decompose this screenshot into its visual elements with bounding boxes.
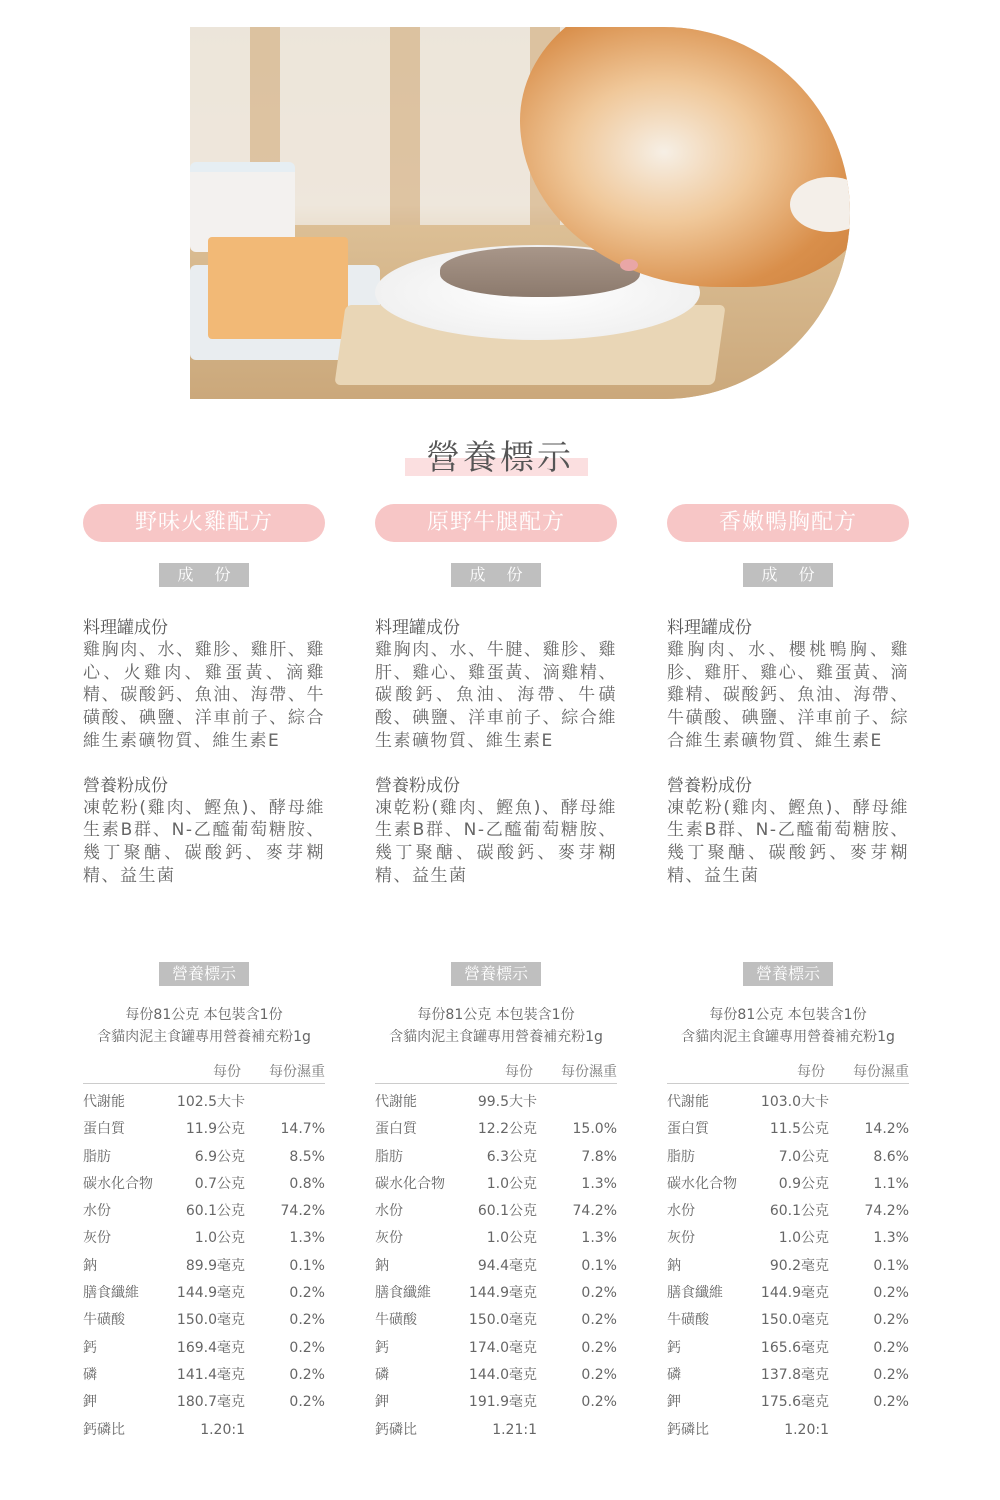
nutrient-percent: 15.0%	[572, 1121, 617, 1138]
nutrient-value: 144.0毫克	[468, 1366, 537, 1383]
nutrient-name: 水份	[83, 1203, 111, 1220]
nutrient-value: 150.0毫克	[176, 1312, 245, 1329]
nutrient-value: 12.2公克	[477, 1121, 537, 1138]
nutrient-percent: 14.2%	[864, 1121, 909, 1138]
nutrition-row	[83, 1147, 325, 1174]
nutrient-value: 6.9公克	[194, 1148, 245, 1165]
nutrition-row	[667, 1392, 909, 1419]
page-title: 營養標示	[426, 438, 574, 478]
col-per-serving: 每份	[797, 1064, 825, 1080]
nutrition-row	[667, 1174, 909, 1201]
nutrient-percent: 0.2%	[581, 1394, 617, 1411]
nutrient-value: 169.4毫克	[176, 1339, 245, 1356]
nutrient-percent: 1.3%	[581, 1175, 617, 1192]
nutrient-percent: 8.6%	[873, 1148, 909, 1165]
nutrition-table-header	[375, 1061, 617, 1084]
nutrient-name: 磷	[375, 1366, 389, 1383]
nutrient-value: 90.2毫克	[769, 1257, 829, 1274]
serving-line-1: 每份81公克 本包裝含1份	[417, 1007, 575, 1023]
nutrition-row	[375, 1228, 617, 1255]
nutrient-value: 1.20:1	[200, 1421, 245, 1438]
nutrition-row	[375, 1174, 617, 1201]
nutrient-name: 鈣	[83, 1339, 97, 1356]
nutrition-row	[83, 1365, 325, 1392]
serving-line-2: 含貓肉泥主食罐專用營養補充粉1g	[681, 1029, 895, 1045]
nutrient-value: 191.9毫克	[468, 1394, 537, 1411]
nutrient-value: 89.9毫克	[185, 1257, 245, 1274]
nutrition-row	[375, 1420, 617, 1447]
nutrition-tag-wrap	[667, 962, 909, 986]
nutrient-percent: 0.1%	[873, 1257, 909, 1274]
recipe-name-pill: 香嫩鴨胸配方	[667, 504, 909, 542]
nutrient-value: 1.0公克	[486, 1230, 537, 1247]
nutrition-row	[667, 1228, 909, 1255]
nutrient-percent: 0.2%	[873, 1366, 909, 1383]
nutrient-value: 0.7公克	[194, 1175, 245, 1192]
nutrition-row	[375, 1310, 617, 1337]
nutrient-value: 11.9公克	[185, 1121, 245, 1138]
nutrient-value: 1.20:1	[784, 1421, 829, 1438]
nutrition-tag: 營養標示	[743, 962, 833, 986]
nutrient-name: 牛磺酸	[83, 1312, 125, 1329]
serving-line-2: 含貓肉泥主食罐專用營養補充粉1g	[389, 1029, 603, 1045]
nutrition-row	[375, 1119, 617, 1146]
nutrition-row	[667, 1201, 909, 1228]
recipe-column-duck	[667, 504, 909, 1438]
can-ingredients-text: 雞胸肉、水、牛腱、雞胗、雞肝、雞心、雞蛋黃、滴雞精、碳酸鈣、魚油、海帶、牛磺酸、碘鹽、洋車前子、綜合維生素礦物質、維生素E	[375, 640, 617, 751]
nutrient-value: 144.9毫克	[176, 1285, 245, 1302]
nutrient-name: 代謝能	[667, 1094, 709, 1110]
nutrient-name: 灰份	[375, 1230, 403, 1247]
nutrient-name: 脂肪	[667, 1148, 695, 1165]
nutrient-percent: 1.3%	[289, 1230, 325, 1247]
nutrient-value: 175.6毫克	[760, 1394, 829, 1411]
recipe-column-beef	[375, 504, 617, 1438]
serving-line-1: 每份81公克 本包裝含1份	[125, 1007, 283, 1023]
nutrient-percent: 0.2%	[581, 1339, 617, 1356]
nutrient-value: 11.5公克	[769, 1121, 829, 1138]
nutrient-name: 磷	[83, 1366, 97, 1383]
nutrient-name: 鈣	[667, 1339, 681, 1356]
nutrient-value: 144.9毫克	[760, 1285, 829, 1302]
nutrient-percent: 0.2%	[873, 1394, 909, 1411]
hero-cat-nose	[620, 259, 638, 271]
nutrient-value: 60.1公克	[185, 1203, 245, 1220]
powder-ingredients-title: 營養粉成份	[375, 775, 460, 796]
nutrient-percent: 0.2%	[873, 1339, 909, 1356]
nutrient-value: 94.4毫克	[477, 1257, 537, 1274]
nutrition-tag: 營養標示	[451, 962, 541, 986]
nutrition-row	[83, 1420, 325, 1447]
nutrient-percent: 0.8%	[289, 1175, 325, 1192]
recipe-column-turkey	[83, 504, 325, 1438]
nutrient-name: 鈉	[83, 1257, 97, 1274]
nutrition-row	[83, 1119, 325, 1146]
nutrient-name: 脂肪	[375, 1148, 403, 1165]
nutrient-value: 165.6毫克	[760, 1339, 829, 1356]
nutrient-value: 6.3公克	[486, 1148, 537, 1165]
nutrient-value: 99.5大卡	[477, 1094, 537, 1110]
nutrient-value: 1.0公克	[778, 1230, 829, 1247]
nutrition-row	[375, 1365, 617, 1392]
nutrient-percent: 1.1%	[873, 1175, 909, 1192]
nutrient-percent: 74.2%	[572, 1203, 617, 1220]
nutrient-value: 150.0毫克	[760, 1312, 829, 1329]
nutrient-value: 60.1公克	[477, 1203, 537, 1220]
can-ingredients-title: 料理罐成份	[83, 618, 168, 638]
nutrient-percent: 74.2%	[864, 1203, 909, 1220]
nutrient-name: 蛋白質	[667, 1121, 709, 1138]
nutrition-row	[375, 1338, 617, 1365]
nutrient-value: 1.0公克	[486, 1175, 537, 1192]
nutrient-percent: 0.2%	[581, 1312, 617, 1329]
nutrient-percent: 74.2%	[280, 1203, 325, 1220]
nutrient-percent: 1.3%	[873, 1230, 909, 1247]
nutrient-percent: 0.2%	[289, 1366, 325, 1383]
nutrition-table-header	[83, 1061, 325, 1084]
nutrient-value: 103.0大卡	[760, 1094, 829, 1110]
col-dry-weight: 每份濕重	[561, 1064, 617, 1080]
col-dry-weight: 每份濕重	[269, 1064, 325, 1080]
nutrition-row	[83, 1283, 325, 1310]
nutrient-name: 灰份	[667, 1230, 695, 1247]
ingredients-tag: 成 份	[743, 563, 833, 587]
nutrition-row	[83, 1174, 325, 1201]
nutrition-row	[83, 1338, 325, 1365]
nutrition-row	[83, 1201, 325, 1228]
serving-info	[375, 1004, 617, 1048]
nutrient-name: 碳水化合物	[375, 1175, 445, 1192]
nutrient-name: 代謝能	[375, 1094, 417, 1110]
nutrient-name: 鉀	[375, 1394, 389, 1411]
nutrition-row	[375, 1201, 617, 1228]
nutrient-value: 174.0毫克	[468, 1339, 537, 1356]
nutrient-name: 鈉	[667, 1257, 681, 1274]
nutrient-percent: 0.2%	[289, 1339, 325, 1356]
nutrient-percent: 0.2%	[289, 1285, 325, 1302]
nutrient-value: 1.0公克	[194, 1230, 245, 1247]
ingredients-tag: 成 份	[451, 563, 541, 587]
nutrient-percent: 0.1%	[581, 1257, 617, 1274]
nutrition-row	[667, 1338, 909, 1365]
nutrition-row	[667, 1420, 909, 1447]
nutrient-name: 蛋白質	[83, 1121, 125, 1138]
nutrition-row	[375, 1092, 617, 1119]
nutrition-tag-wrap	[83, 962, 325, 986]
nutrition-row	[667, 1119, 909, 1146]
nutrient-value: 150.0毫克	[468, 1312, 537, 1329]
nutrient-percent: 0.2%	[581, 1366, 617, 1383]
nutrient-name: 鉀	[83, 1394, 97, 1411]
nutrition-table-header	[667, 1061, 909, 1084]
nutrient-percent: 0.2%	[873, 1312, 909, 1329]
nutrient-value: 1.21:1	[492, 1421, 537, 1438]
serving-info	[83, 1004, 325, 1048]
nutrient-name: 鈣磷比	[83, 1421, 125, 1438]
nutrient-percent: 0.2%	[581, 1285, 617, 1302]
nutrient-name: 代謝能	[83, 1094, 125, 1110]
nutrition-tag: 營養標示	[159, 962, 249, 986]
nutrition-row	[667, 1092, 909, 1119]
nutrition-row	[83, 1392, 325, 1419]
nutrient-percent: 0.2%	[289, 1312, 325, 1329]
can-ingredients-text: 雞胸肉、水、雞胗、雞肝、雞心、火雞肉、雞蛋黃、滴雞精、碳酸鈣、魚油、海帶、牛磺酸、碘鹽、洋車前子、綜合維生素礦物質、維生素E	[83, 640, 325, 751]
nutrient-name: 牛磺酸	[667, 1312, 709, 1329]
nutrition-row	[83, 1092, 325, 1119]
powder-ingredients-text: 凍乾粉(雞肉、鰹魚)、酵母維生素B群、N-乙醯葡萄糖胺、幾丁聚醣、碳酸鈣、麥芽糊精、益生菌	[375, 797, 617, 886]
nutrition-row	[375, 1283, 617, 1310]
nutrient-name: 鈣磷比	[667, 1421, 709, 1438]
can-ingredients-title: 料理罐成份	[667, 618, 752, 638]
nutrient-percent: 0.2%	[873, 1285, 909, 1302]
col-per-serving: 每份	[213, 1064, 241, 1080]
nutrition-tag-wrap	[375, 962, 617, 986]
serving-info	[667, 1004, 909, 1048]
nutrient-percent: 14.7%	[280, 1121, 325, 1138]
nutrient-value: 144.9毫克	[468, 1285, 537, 1302]
nutrient-name: 鈣	[375, 1339, 389, 1356]
nutrition-row	[667, 1365, 909, 1392]
col-dry-weight: 每份濕重	[853, 1064, 909, 1080]
nutrition-row	[667, 1147, 909, 1174]
nutrient-value: 137.8毫克	[760, 1366, 829, 1383]
nutrition-row	[375, 1392, 617, 1419]
nutrient-value: 141.4毫克	[176, 1366, 245, 1383]
nutrition-table	[375, 1092, 617, 1447]
nutrient-percent: 1.3%	[581, 1230, 617, 1247]
nutrient-name: 水份	[375, 1203, 403, 1220]
nutrient-name: 脂肪	[83, 1148, 111, 1165]
nutrition-row	[375, 1256, 617, 1283]
nutrient-name: 蛋白質	[375, 1121, 417, 1138]
nutrition-row	[667, 1283, 909, 1310]
nutrient-value: 0.9公克	[778, 1175, 829, 1192]
nutrient-name: 碳水化合物	[667, 1175, 737, 1192]
nutrition-row	[83, 1256, 325, 1283]
nutrition-row	[667, 1310, 909, 1337]
powder-ingredients-text: 凍乾粉(雞肉、鰹魚)、酵母維生素B群、N-乙醯葡萄糖胺、幾丁聚醣、碳酸鈣、麥芽糊精、益生菌	[667, 797, 909, 886]
nutrient-name: 鈣磷比	[375, 1421, 417, 1438]
col-per-serving: 每份	[505, 1064, 533, 1080]
can-ingredients-title: 料理罐成份	[375, 618, 460, 638]
nutrient-name: 灰份	[83, 1230, 111, 1247]
nutrient-percent: 8.5%	[289, 1148, 325, 1165]
can-ingredients-text: 雞胸肉、水、櫻桃鴨胸、雞胗、雞肝、雞心、雞蛋黃、滴雞精、碳酸鈣、魚油、海帶、牛磺酸、碘鹽、洋車前子、綜合維生素礦物質、維生素E	[667, 640, 909, 751]
nutrition-table	[667, 1092, 909, 1447]
hero-photo	[190, 27, 850, 399]
nutrient-name: 鈉	[375, 1257, 389, 1274]
ingredients-tag: 成 份	[159, 563, 249, 587]
nutrient-value: 180.7毫克	[176, 1394, 245, 1411]
nutrient-name: 牛磺酸	[375, 1312, 417, 1329]
nutrient-percent: 0.1%	[289, 1257, 325, 1274]
recipe-name-pill: 原野牛腿配方	[375, 504, 617, 542]
nutrient-percent: 0.2%	[289, 1394, 325, 1411]
hero-supplement-pouch	[208, 237, 348, 339]
nutrient-name: 碳水化合物	[83, 1175, 153, 1192]
nutrition-row	[83, 1228, 325, 1255]
powder-ingredients-title: 營養粉成份	[83, 775, 168, 796]
recipe-name-pill: 野味火雞配方	[83, 504, 325, 542]
nutrition-table	[83, 1092, 325, 1447]
nutrition-row	[83, 1310, 325, 1337]
nutrient-name: 磷	[667, 1366, 681, 1383]
nutrient-value: 102.5大卡	[176, 1094, 245, 1110]
nutrient-name: 膳食纖維	[83, 1285, 139, 1302]
nutrient-value: 60.1公克	[769, 1203, 829, 1220]
serving-line-2: 含貓肉泥主食罐專用營養補充粉1g	[97, 1029, 311, 1045]
powder-ingredients-text: 凍乾粉(雞肉、鰹魚)、酵母維生素B群、N-乙醯葡萄糖胺、幾丁聚醣、碳酸鈣、麥芽糊精、益生菌	[83, 797, 325, 886]
nutrient-name: 膳食纖維	[375, 1285, 431, 1302]
nutrient-name: 水份	[667, 1203, 695, 1220]
page-title-block	[0, 430, 1000, 479]
nutrient-percent: 7.8%	[581, 1148, 617, 1165]
nutrition-row	[667, 1256, 909, 1283]
nutrient-name: 膳食纖維	[667, 1285, 723, 1302]
serving-line-1: 每份81公克 本包裝含1份	[709, 1007, 867, 1023]
powder-ingredients-title: 營養粉成份	[667, 775, 752, 796]
nutrient-name: 鉀	[667, 1394, 681, 1411]
nutrition-row	[375, 1147, 617, 1174]
nutrient-value: 7.0公克	[778, 1148, 829, 1165]
